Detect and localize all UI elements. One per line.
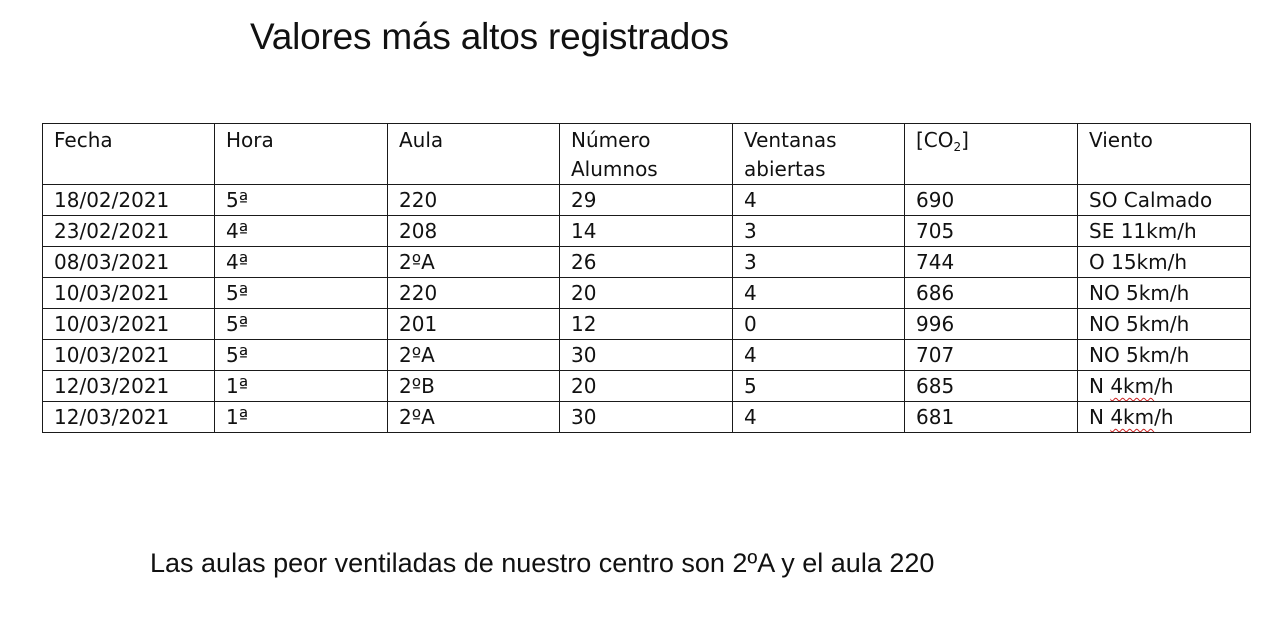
cell-aula: 2ºA <box>388 247 560 278</box>
cell-ventanas-abiertas: 0 <box>733 309 905 340</box>
cell-numero-alumnos: 30 <box>560 402 733 433</box>
cell-numero-alumnos: 14 <box>560 216 733 247</box>
cell-co2: 996 <box>905 309 1078 340</box>
cell-viento: SE 11km/h <box>1078 216 1251 247</box>
table-row <box>43 278 1251 309</box>
header-aula: Aula <box>388 124 560 185</box>
cell-fecha: 12/03/2021 <box>43 371 215 402</box>
cell-viento: O 15km/h <box>1078 247 1251 278</box>
cell-viento: NO 5km/h <box>1078 340 1251 371</box>
table-row <box>43 216 1251 247</box>
table-row <box>43 402 1251 433</box>
cell-ventanas-abiertas: 5 <box>733 371 905 402</box>
cell-viento: SO Calmado <box>1078 185 1251 216</box>
table-row <box>43 247 1251 278</box>
table-row <box>43 185 1251 216</box>
cell-viento: NO 5km/h <box>1078 278 1251 309</box>
cell-co2: 681 <box>905 402 1078 433</box>
table-row <box>43 309 1251 340</box>
cell-co2: 744 <box>905 247 1078 278</box>
cell-hora: 5ª <box>215 185 388 216</box>
cell-fecha: 08/03/2021 <box>43 247 215 278</box>
records-table-container <box>42 123 1250 433</box>
header-viento: Viento <box>1078 124 1251 185</box>
records-table <box>42 123 1251 433</box>
cell-co2: 686 <box>905 278 1078 309</box>
cell-co2: 707 <box>905 340 1078 371</box>
table-row <box>43 340 1251 371</box>
cell-ventanas-abiertas: 4 <box>733 402 905 433</box>
cell-hora: 1ª <box>215 402 388 433</box>
cell-co2: 685 <box>905 371 1078 402</box>
cell-aula: 220 <box>388 278 560 309</box>
header-co2: $[CO_2]$ <box>905 124 1078 185</box>
cell-hora: 5ª <box>215 309 388 340</box>
header-ventanas-abiertas: Ventanas abiertas <box>733 124 905 185</box>
cell-co2: 705 <box>905 216 1078 247</box>
cell-hora: 5ª <box>215 340 388 371</box>
cell-aula: 220 <box>388 185 560 216</box>
spellcheck-mark: 4km <box>1110 405 1155 429</box>
page-title: Valores más altos registrados <box>250 16 729 57</box>
conclusion-text: Las aulas peor ventiladas de nuestro centro son 2ºA y el aula 220 <box>150 548 935 578</box>
cell-aula: 208 <box>388 216 560 247</box>
table-header-row <box>43 124 1251 185</box>
cell-aula: 2ºA <box>388 340 560 371</box>
cell-numero-alumnos: 20 <box>560 371 733 402</box>
table-row <box>43 371 1251 402</box>
cell-fecha: 12/03/2021 <box>43 402 215 433</box>
header-fecha: Fecha <box>43 124 215 185</box>
cell-ventanas-abiertas: 3 <box>733 216 905 247</box>
cell-ventanas-abiertas: 3 <box>733 247 905 278</box>
cell-ventanas-abiertas: 4 <box>733 185 905 216</box>
cell-ventanas-abiertas: 4 <box>733 340 905 371</box>
header-hora: Hora <box>215 124 388 185</box>
cell-fecha: 10/03/2021 <box>43 340 215 371</box>
cell-hora: 4ª <box>215 247 388 278</box>
cell-fecha: 10/03/2021 <box>43 309 215 340</box>
cell-hora: 4ª <box>215 216 388 247</box>
cell-aula: 201 <box>388 309 560 340</box>
cell-numero-alumnos: 26 <box>560 247 733 278</box>
cell-fecha: 23/02/2021 <box>43 216 215 247</box>
spellcheck-mark: 4km <box>1110 374 1155 398</box>
cell-numero-alumnos: 30 <box>560 340 733 371</box>
cell-numero-alumnos: 29 <box>560 185 733 216</box>
cell-hora: 5ª <box>215 278 388 309</box>
cell-fecha: 10/03/2021 <box>43 278 215 309</box>
cell-viento: NO 5km/h <box>1078 309 1251 340</box>
table-body <box>43 185 1251 433</box>
cell-numero-alumnos: 20 <box>560 278 733 309</box>
cell-numero-alumnos: 12 <box>560 309 733 340</box>
cell-aula: 2ºA <box>388 402 560 433</box>
cell-co2: 690 <box>905 185 1078 216</box>
cell-viento: N 4km/h <box>1078 402 1251 433</box>
cell-hora: 1ª <box>215 371 388 402</box>
cell-viento: N 4km/h <box>1078 371 1251 402</box>
cell-fecha: 18/02/2021 <box>43 185 215 216</box>
cell-ventanas-abiertas: 4 <box>733 278 905 309</box>
cell-aula: 2ºB <box>388 371 560 402</box>
header-numero-alumnos: Número Alumnos <box>560 124 733 185</box>
